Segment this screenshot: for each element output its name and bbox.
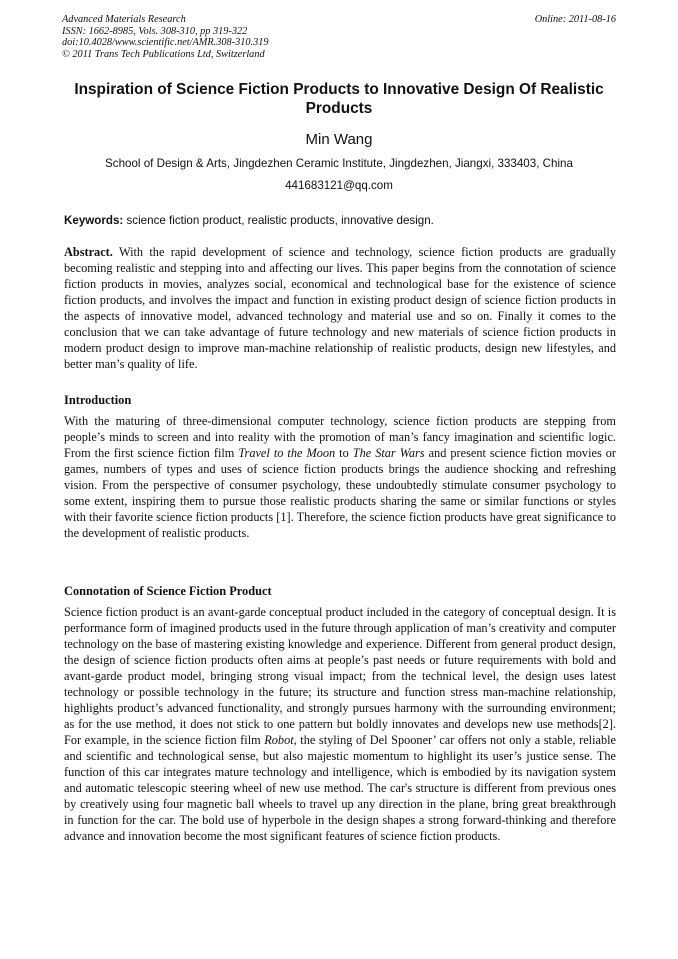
issn-line: ISSN: 1662-8985, Vols. 308-310, pp 319-322 <box>62 25 248 37</box>
copyright-line: © 2011 Trans Tech Publications Ltd, Switzerland <box>62 48 265 60</box>
online-date: Online: 2011-08-16 <box>534 14 616 25</box>
paper-title: Inspiration of Science Fiction Products to Innovative Design Of Realistic Products <box>74 81 604 117</box>
journal-name: Advanced Materials Research <box>62 14 186 25</box>
introduction-heading: Introduction <box>64 393 132 407</box>
abstract <box>64 244 616 372</box>
connotation-paragraph <box>64 604 616 844</box>
connotation-film: Robot <box>264 733 294 747</box>
journal-header <box>62 14 616 60</box>
connotation-text-2: , the styling of Del Spooner’ car offers not only a stable, reliable and scientific and technological sense, but also majestic momentum to highlight its user’s justice sense. The function of this car integrates mature technology and intelligence, which is embodied by its navigation system and automatic telescopic steering wheel of new use method. The car's structure is different from previous ones by creatively using four magnetic ball wheels to travel up any direction in the plane, bring great breakthrough in function for the car. The bold use of hyperbole in the design shapes a strong forward-thinking and therefore advance and innovation become the most significant features of science fiction products. <box>64 733 616 843</box>
intro-text-1: With the maturing of three-dimensional computer technology, science fiction products are stepping from people’s minds to screen and into reality with the promotion of man’s fancy imagination and scientific logic. From the first science fiction film <box>64 414 616 460</box>
author-name: Min Wang <box>305 131 373 148</box>
keywords-label: Keywords: <box>64 214 124 227</box>
introduction-paragraph <box>64 413 616 541</box>
author-email: 441683121@qq.com <box>285 179 393 192</box>
connotation-text-1: Science fiction product is an avant-garde conceptual product included in the category of conceptual design. It is performance form of imagined products used in the future through application of man’s creativity and computer technology on the base of mastering existing knowledge and experience. Different from general product design, the design of science fiction products often aims at people’s past needs or future requirements with bold and avant-garde product model, bringing strong visual impact; from the technical level, the design uses latest technology or possible technology in the future; its structure and function stress man-machine relationship, highlights product’s advanced functionality, and strongly pursues harmony with the surrounding environment; as for the use method, it does not stick to one pattern but boldly innovates and develops new use methods[2]. For example, in the science fiction film <box>64 605 616 747</box>
intro-text-3: and present science fiction movies or games, numbers of types and uses of science fiction products brings the audience shocking and refreshing vision. From the perspective of consumer psychology, these undoubtedly stimulate consumer psychology to some extent, inspiring them to pursue those realistic products sharing the same or similar functions or styles with their favorite science fiction products [1]. Therefore, the science fiction products have great significance to the development of realistic products. <box>64 446 616 540</box>
keywords-text: science fiction product, realistic products, innovative design. <box>123 214 434 227</box>
abstract-label: Abstract. <box>64 245 113 259</box>
doi-line: doi:10.4028/www.scientific.net/AMR.308-310.319 <box>62 37 269 49</box>
author-affiliation: School of Design & Arts, Jingdezhen Ceramic Institute, Jingdezhen, Jiangxi, 333403, China <box>105 157 573 170</box>
intro-film-1: Travel to the Moon <box>238 446 336 460</box>
abstract-text: With the rapid development of science and technology, science fiction products are gradually becoming realistic and stepping into and affecting our lives. This paper begins from the connotation of science fiction products in movies, analyzes social, economical and technological base for the existence of science fiction products, and involves the impact and function in existing product design of science fiction products in the aspects of innovative model, advanced technology and material use and so on. Finally it comes to the conclusion that we can take advantage of future technology and new materials of science fiction products in modern product design to improve man-machine relationship of realistic products, design new lifestyles, and better man’s quality of life. <box>64 245 616 371</box>
intro-text-2: to <box>335 446 353 460</box>
keywords <box>64 214 616 228</box>
connotation-heading: Connotation of Science Fiction Product <box>64 584 272 598</box>
intro-film-2: The Star Wars <box>352 446 425 460</box>
